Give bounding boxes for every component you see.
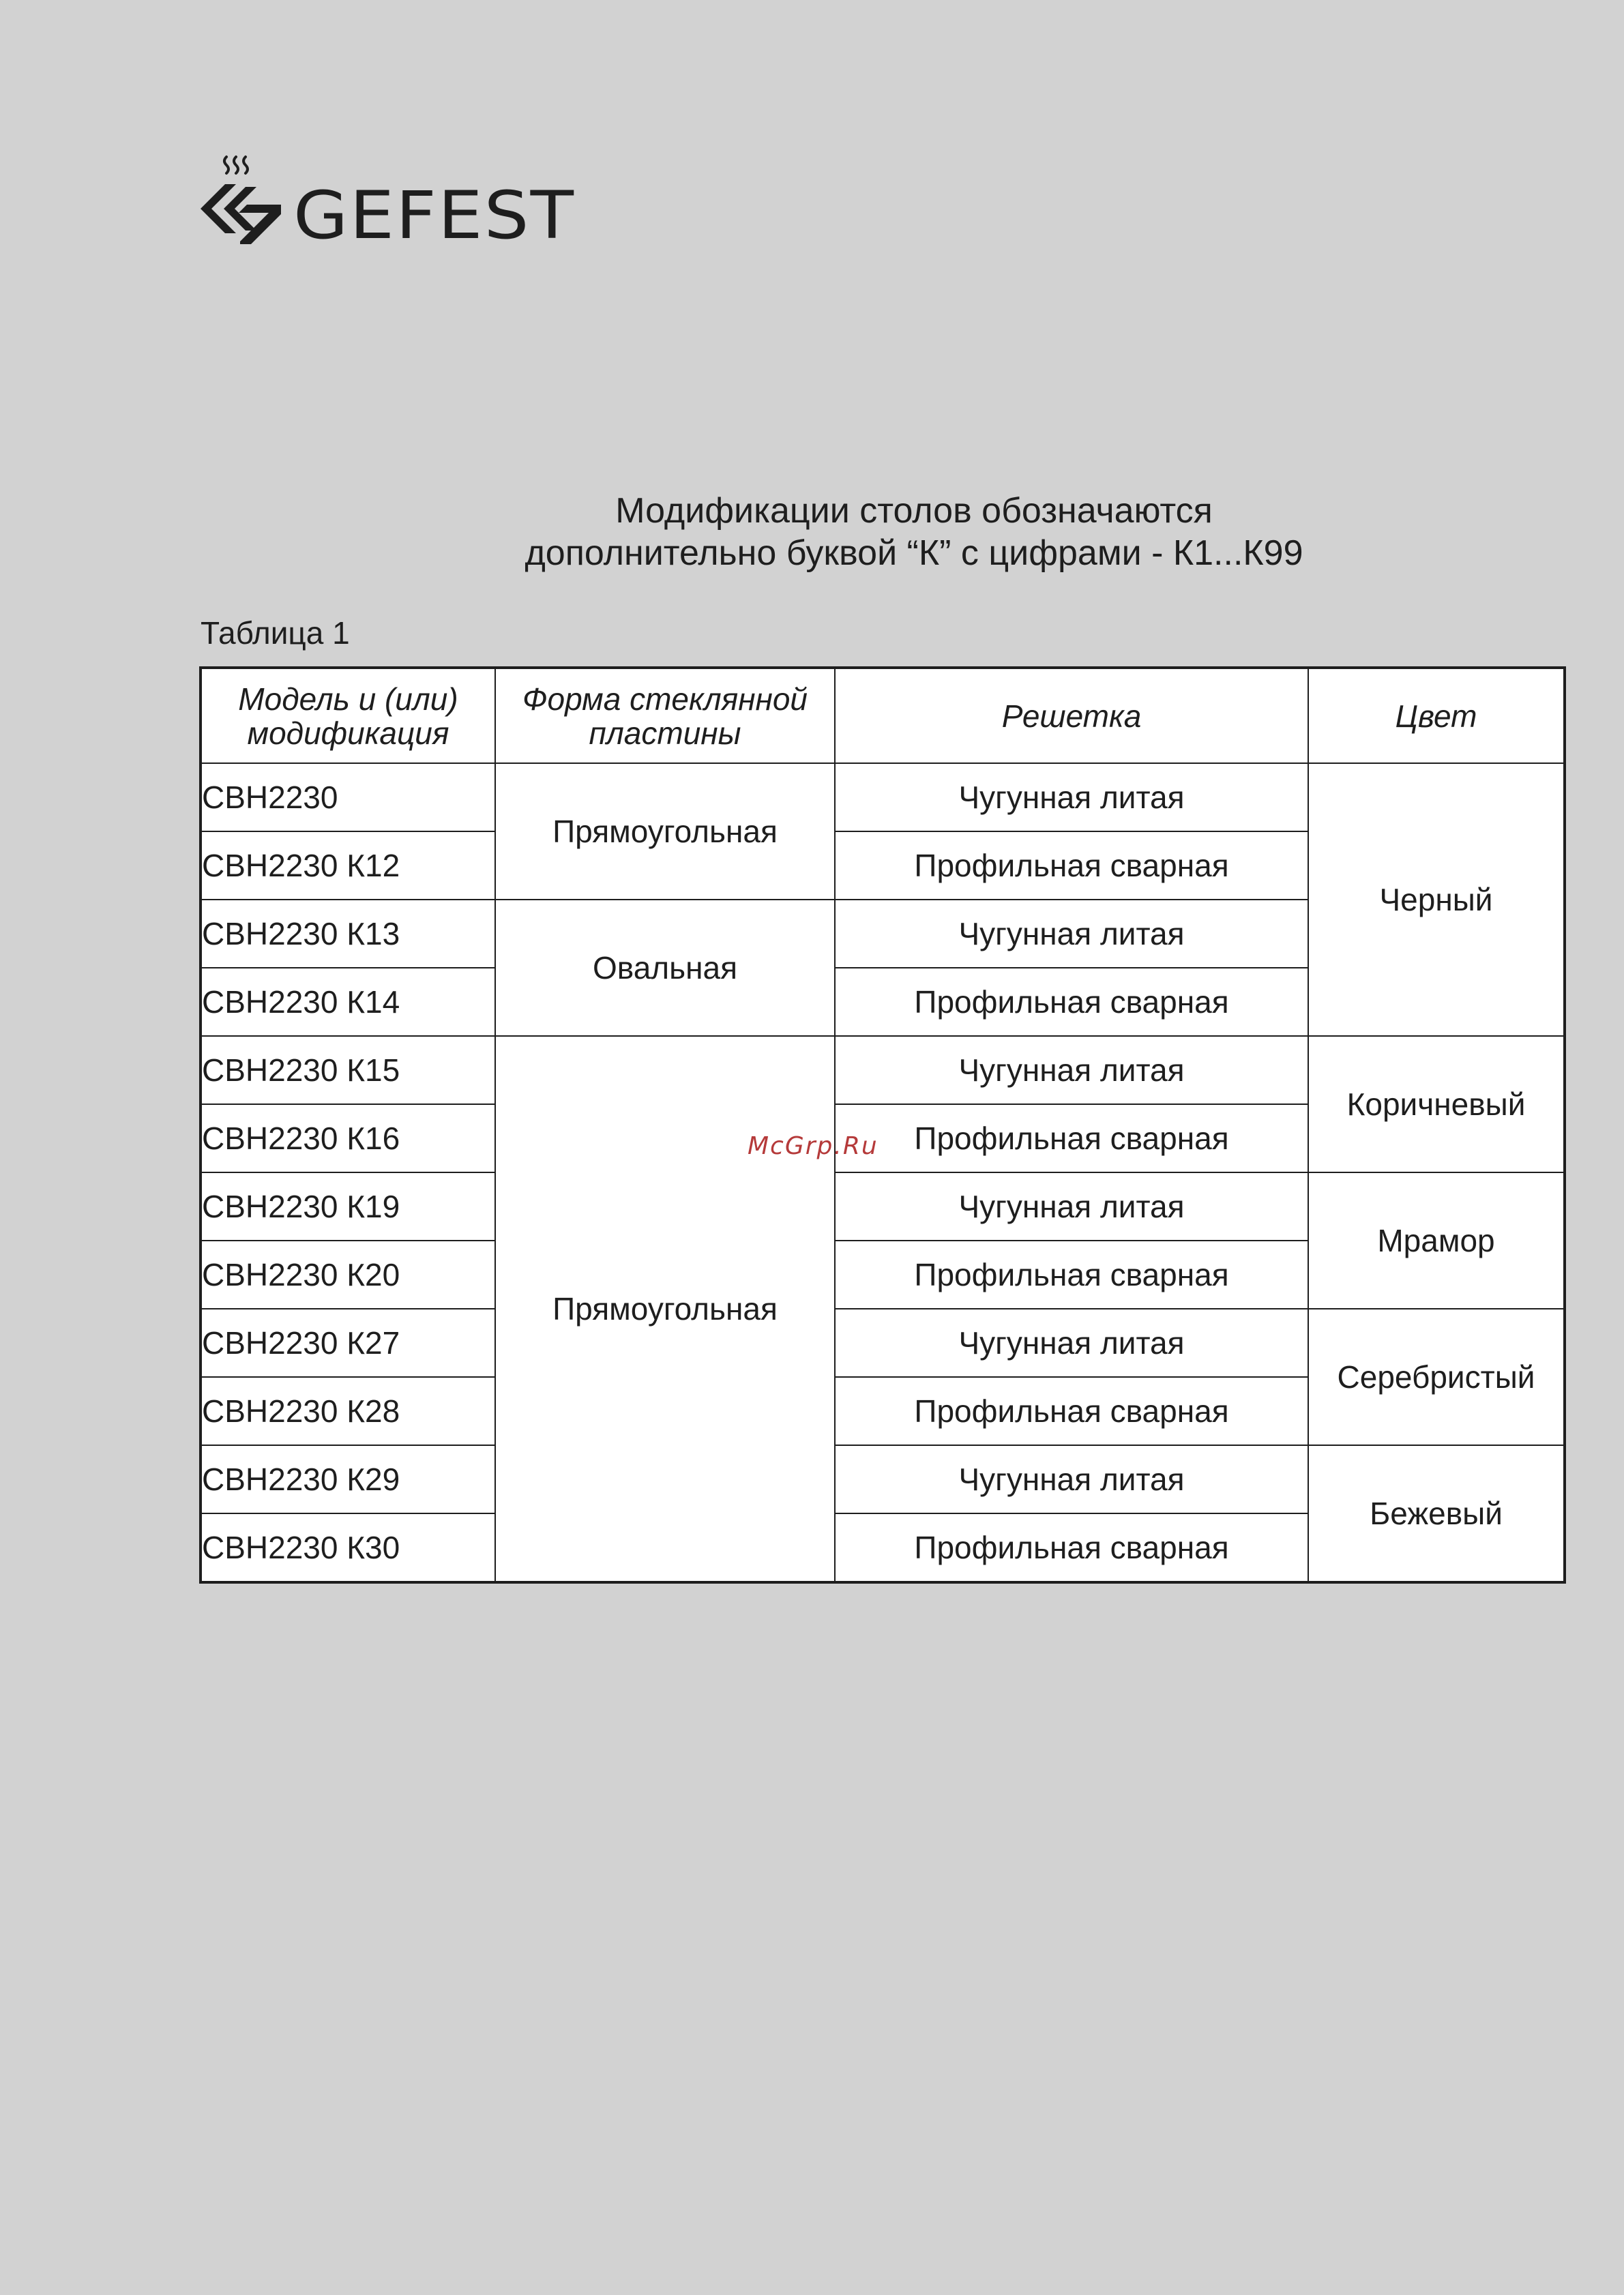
model-cell: СВН2230 К19 bbox=[201, 1172, 495, 1241]
model-cell: СВН2230 К14 bbox=[201, 968, 495, 1036]
grate-cell: Профильная сварная bbox=[835, 968, 1308, 1036]
heading-line-1: Модификации столов обозначаются bbox=[615, 491, 1213, 531]
grate-cell: Чугунная литая bbox=[835, 1309, 1308, 1377]
table-row bbox=[201, 1172, 1565, 1241]
heading-line-2: дополнительно буквой “К” с цифрами - К1...К99 bbox=[525, 533, 1303, 573]
grate-cell: Чугунная литая bbox=[835, 1445, 1308, 1513]
header-shape: Форма стеклянной пластины bbox=[495, 668, 835, 763]
model-cell: СВН2230 К29 bbox=[201, 1445, 495, 1513]
grate-cell: Чугунная литая bbox=[835, 763, 1308, 831]
shape-cell: Прямоугольная bbox=[495, 1036, 835, 1582]
header-grate: Решетка bbox=[835, 668, 1308, 763]
shape-cell: Прямоугольная bbox=[495, 763, 835, 900]
grate-cell: Профильная сварная bbox=[835, 1104, 1308, 1172]
watermark: McGrp.Ru bbox=[748, 1132, 879, 1160]
grate-cell: Чугунная литая bbox=[835, 1172, 1308, 1241]
gefest-flame-logo-icon bbox=[199, 154, 281, 250]
page-heading bbox=[409, 490, 1419, 574]
modifications-table bbox=[199, 666, 1566, 1584]
table-row bbox=[201, 1309, 1565, 1377]
color-cell: Бежевый bbox=[1308, 1445, 1565, 1582]
header-model: Модель и (или) модификация bbox=[201, 668, 495, 763]
color-cell: Серебристый bbox=[1308, 1309, 1565, 1445]
color-cell: Коричневый bbox=[1308, 1036, 1565, 1172]
model-cell: СВН2230 К28 bbox=[201, 1377, 495, 1445]
shape-cell: Овальная bbox=[495, 900, 835, 1036]
grate-cell: Чугунная литая bbox=[835, 900, 1308, 968]
grate-cell: Профильная сварная bbox=[835, 1513, 1308, 1582]
grate-cell: Профильная сварная bbox=[835, 1241, 1308, 1309]
table-row bbox=[201, 763, 1565, 831]
model-cell: СВН2230 К20 bbox=[201, 1241, 495, 1309]
model-cell: СВН2230 К27 bbox=[201, 1309, 495, 1377]
brand-name: GEFEST bbox=[293, 177, 576, 254]
grate-cell: Профильная сварная bbox=[835, 1377, 1308, 1445]
header-color: Цвет bbox=[1308, 668, 1565, 763]
model-cell: СВН2230 К15 bbox=[201, 1036, 495, 1104]
table-row bbox=[201, 1445, 1565, 1513]
grate-cell: Профильная сварная bbox=[835, 831, 1308, 900]
table-caption: Таблица 1 bbox=[201, 615, 350, 651]
table-row bbox=[201, 1036, 1565, 1104]
table-header-row bbox=[201, 668, 1565, 763]
model-cell: СВН2230 К12 bbox=[201, 831, 495, 900]
gefest-logo bbox=[199, 154, 576, 254]
model-cell: СВН2230 К13 bbox=[201, 900, 495, 968]
model-cell: СВН2230 bbox=[201, 763, 495, 831]
grate-cell: Чугунная литая bbox=[835, 1036, 1308, 1104]
color-cell: Мрамор bbox=[1308, 1172, 1565, 1309]
model-cell: СВН2230 К30 bbox=[201, 1513, 495, 1582]
model-cell: СВН2230 К16 bbox=[201, 1104, 495, 1172]
color-cell: Черный bbox=[1308, 763, 1565, 1036]
